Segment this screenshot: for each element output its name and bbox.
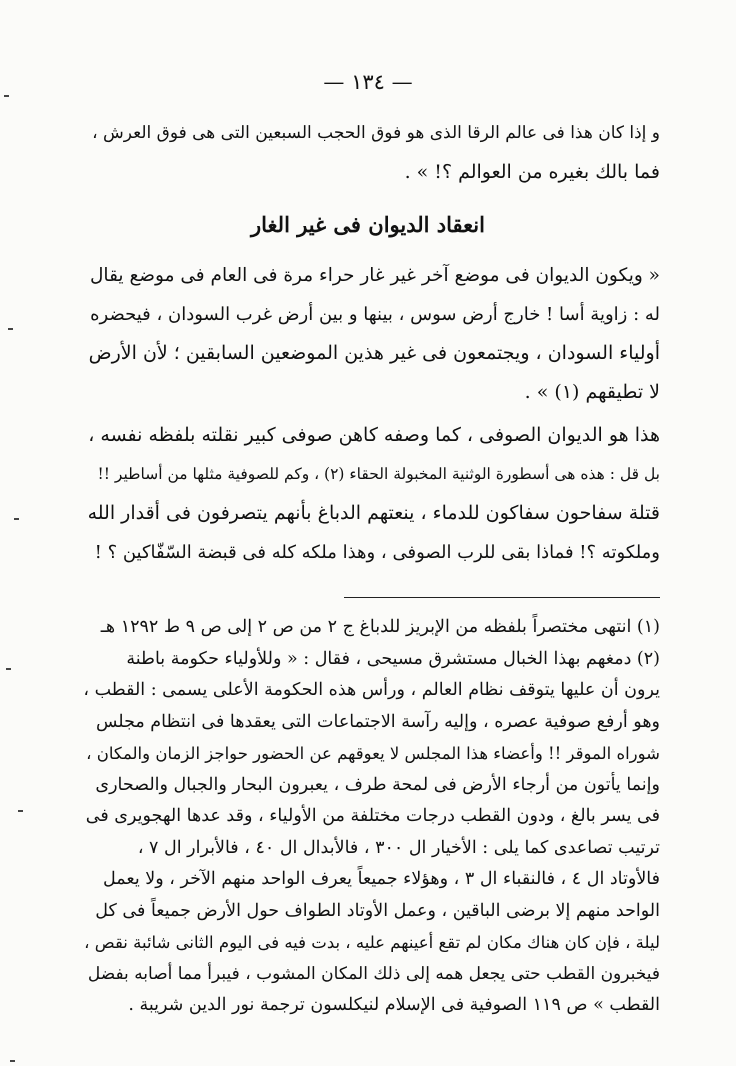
text-line: بل قل : هذه هى أسطورة الوثنية المخبولة الحقاء (٢) ، وكم للصوفية مثلها من أساطير !! <box>97 465 660 483</box>
text-line: وملكوته ؟! فماذا بقى للرب الصوفى ، وهذا ملكه كله فى قبضة السّفّاكين ؟ ! <box>94 542 660 563</box>
scan-speck <box>18 810 23 812</box>
footnote-line: فيخبرون القطب حتى يجعل همه إلى ذلك المكان المشوب ، فيبرأ مما أصابه بفضل <box>87 963 660 984</box>
scan-speck <box>14 518 19 520</box>
quote-paragraph <box>82 256 660 412</box>
footnote-line: (٢) دمغهم بهذا الخبال مستشرق مسيحى ، فقال : « وللأولياء حكومة باطنة <box>126 648 660 669</box>
footnote-line: وإنما يأتون من أرجاء الأرض فى لمحة طرف ، يعبرون البحار والجبال والصحارى <box>95 774 660 795</box>
text-line: أولياء السودان ، ويجتمعون فى غير هذين الموضعين السابقين ؛ لأن الأرض <box>88 342 660 364</box>
page-number: — ١٣٤ — <box>323 70 413 94</box>
footnote-divider <box>344 597 660 598</box>
footnote-line: شوراه الموقر !! وأعضاء هذا المجلس لا يعوقهم عن الحضور حواجز الزمان والمكان ، <box>86 744 660 763</box>
footnotes <box>82 612 660 1022</box>
commentary-paragraph <box>82 416 660 572</box>
text-line: و إذا كان هذا فى عالم الرقا الذى هو فوق الحجب السبعين التى هى فوق العرش ، <box>92 123 660 143</box>
section-heading: انعقاد الديوان فى غير الغار <box>251 212 485 237</box>
footnote-line: (١) انتهى مختصراً بلفظه من الإبريز للدباغ ج ٢ من ص ٢ إلى ص ٩ ط ١٢٩٢ هـ <box>100 617 660 637</box>
text-line: لا تطيقهم (١) » . <box>524 381 660 403</box>
footnote-line: القطب » ص ١١٩ الصوفية فى الإسلام لنيكلسون ترجمة نور الدين شريبة . <box>128 995 660 1015</box>
footnote-line: الواحد منهم إلا برضى الباقين ، وعمل الأوتاد الطواف حول الأرض جميعاً فى كل <box>95 900 660 921</box>
footnote-line: يرون أن عليها يتوقف نظام العالم ، ورأس هذه الحكومة الأعلى يسمى : القطب ، <box>83 680 660 700</box>
footnote-line: فى يسر بالغ ، ودون القطب درجات مختلفة من الأولياء ، وقد عدها الهجويرى فى <box>85 806 660 826</box>
intro-paragraph <box>82 114 660 192</box>
scan-speck <box>6 668 11 670</box>
text-line: قتلة سفاحون سفاكون للدماء ، ينعتهم الدباغ بأنهم يتصرفون فى أقدار الله <box>87 502 660 524</box>
text-line: « ويكون الديوان فى موضع آخر غير غار حراء مرة فى العام فى موضع يقال <box>89 265 660 286</box>
text-line: له : زاوية أسا ! خارج أرض سوس ، بينها و بين أرض غرب السودان ، فيحضره <box>90 304 660 325</box>
text-line: هذا هو الديوان الصوفى ، كما وصفه كاهن صوفى كبير نقلته بلفظه نفسه ، <box>88 424 660 446</box>
scan-speck <box>8 328 13 330</box>
footnote-line: وهو أرفع صوفية عصره ، وإليه رآسة الاجتماعات التى يعقدها فى انتظام مجلس <box>95 711 660 732</box>
scan-speck <box>10 1060 15 1062</box>
scan-speck <box>4 95 9 97</box>
footnote-line: ليلة ، فإن كان هناك مكان لم تقع أعينهم عليه ، بدت فيه فى اليوم الثانى شائبة نقص ، <box>84 933 660 952</box>
text-line: فما بالك بغيره من العوالم ؟! » . <box>404 161 660 183</box>
footnote-line: ترتيب تصاعدى كما يلى : الأخيار ال ٣٠٠ ، فالأبدال ال ٤٠ ، فالأبرار ال ٧ ، <box>137 837 660 858</box>
footnote-line: فالأوتاد ال ٤ ، فالنقباء ال ٣ ، وهؤلاء جميعاً يعرف الواحد منهم الآخر ، ولا يعمل <box>103 869 660 889</box>
